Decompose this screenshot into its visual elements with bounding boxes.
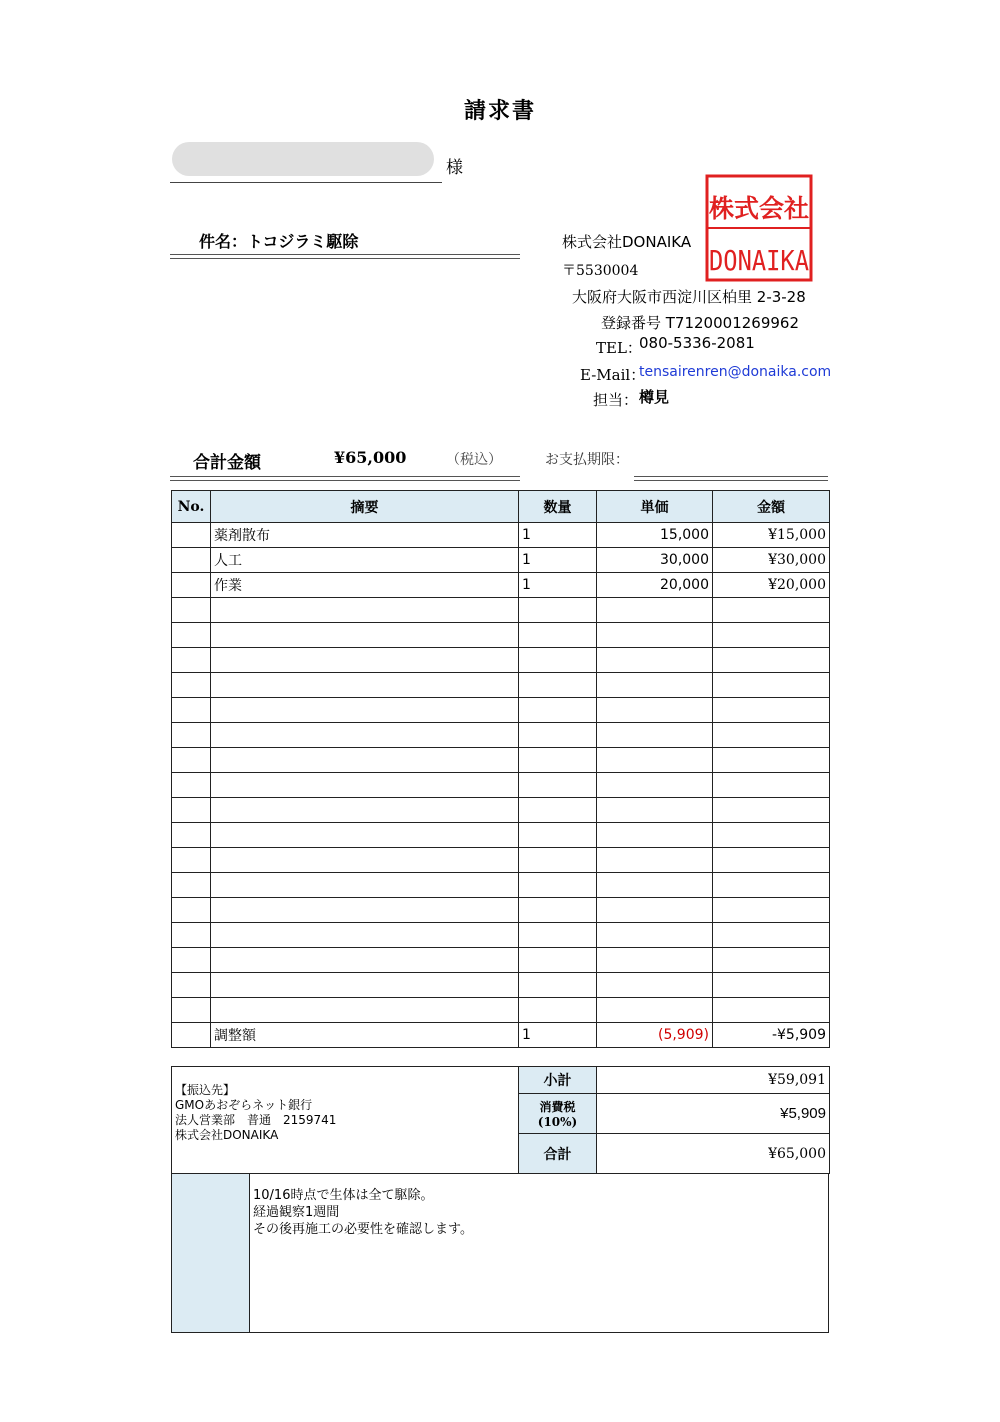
row-amount: ¥15,000 <box>713 523 830 548</box>
empty-cell <box>172 673 211 698</box>
empty-cell <box>172 623 211 648</box>
empty-table-row <box>172 673 830 698</box>
empty-cell <box>519 698 597 723</box>
empty-cell <box>172 948 211 973</box>
empty-cell <box>211 773 519 798</box>
subtotal-label: 小計 <box>519 1067 597 1094</box>
empty-cell <box>713 898 830 923</box>
empty-cell <box>172 873 211 898</box>
tax-label: 消費税(10%) <box>519 1094 597 1134</box>
empty-cell <box>713 973 830 998</box>
empty-cell <box>172 598 211 623</box>
empty-cell <box>172 973 211 998</box>
staff-value: 樽見 <box>639 388 670 406</box>
empty-table-row <box>172 748 830 773</box>
issuer-company: 株式会社DONAIKA <box>562 233 692 251</box>
tel-label: TEL： <box>596 339 642 357</box>
notes-label-cell <box>172 1174 250 1332</box>
empty-cell <box>519 973 597 998</box>
empty-cell <box>211 923 519 948</box>
empty-cell <box>519 948 597 973</box>
issuer-postal: 〒5530004 <box>562 263 639 279</box>
empty-cell <box>713 923 830 948</box>
bank-name: GMOあおぞらネット銀行 <box>175 1098 313 1112</box>
empty-table-row <box>172 798 830 823</box>
subject-underline <box>170 254 520 259</box>
empty-cell <box>597 798 713 823</box>
empty-cell <box>519 798 597 823</box>
header-unit-price: 単価 <box>597 491 713 523</box>
empty-cell <box>172 998 211 1023</box>
empty-cell <box>172 823 211 848</box>
empty-table-row <box>172 648 830 673</box>
empty-cell <box>211 598 519 623</box>
empty-cell <box>211 873 519 898</box>
empty-cell <box>713 823 830 848</box>
empty-cell <box>519 848 597 873</box>
empty-cell <box>519 748 597 773</box>
tax-value: ¥5,909 <box>597 1094 830 1134</box>
empty-table-row <box>172 873 830 898</box>
empty-cell <box>713 698 830 723</box>
empty-table-row <box>172 698 830 723</box>
subject-value: トコジラミ駆除 <box>247 232 359 251</box>
notes-text <box>253 1187 473 1238</box>
empty-cell <box>211 723 519 748</box>
empty-table-row <box>172 623 830 648</box>
row-quantity: 1 <box>519 548 597 573</box>
company-seal-stamp <box>705 174 813 282</box>
empty-cell <box>597 848 713 873</box>
empty-cell <box>211 973 519 998</box>
row-unit-price: 20,000 <box>597 573 713 598</box>
empty-cell <box>713 998 830 1023</box>
row-no <box>172 573 211 598</box>
row-unit-price: 30,000 <box>597 548 713 573</box>
empty-cell <box>211 898 519 923</box>
due-date-underline <box>634 476 828 481</box>
empty-cell <box>211 673 519 698</box>
empty-cell <box>597 948 713 973</box>
empty-cell <box>713 598 830 623</box>
bank-account: 法人営業部 普通 2159741 <box>175 1113 337 1127</box>
empty-cell <box>713 748 830 773</box>
note-line: 10/16時点で生体は全て駆除。 <box>253 1188 434 1203</box>
table-row <box>172 548 830 573</box>
tax-included-note: （税込） <box>446 452 502 468</box>
empty-cell <box>713 848 830 873</box>
row-description: 人工 <box>211 548 519 573</box>
empty-cell <box>519 673 597 698</box>
empty-cell <box>172 723 211 748</box>
empty-cell <box>597 673 713 698</box>
empty-table-row <box>172 848 830 873</box>
header-quantity: 数量 <box>519 491 597 523</box>
svg-text:株式会社: 株式会社 <box>708 194 810 223</box>
subject <box>199 229 358 252</box>
empty-cell <box>211 648 519 673</box>
due-date-label: お支払期限： <box>545 452 629 468</box>
table-row <box>172 523 830 548</box>
row-no <box>172 523 211 548</box>
row-quantity: 1 <box>519 573 597 598</box>
empty-table-row <box>172 723 830 748</box>
total-underline <box>170 476 520 481</box>
subject-label: 件名： <box>199 232 248 251</box>
empty-table-row <box>172 598 830 623</box>
empty-cell <box>211 798 519 823</box>
recipient-underline <box>170 182 442 183</box>
bank-info <box>172 1067 519 1174</box>
empty-cell <box>519 623 597 648</box>
empty-cell <box>713 798 830 823</box>
empty-cell <box>713 623 830 648</box>
subtotal-value: ¥59,091 <box>597 1067 830 1094</box>
empty-cell <box>172 773 211 798</box>
bank-heading: 【振込先】 <box>175 1083 236 1097</box>
svg-text:DONAIKA: DONAIKA <box>709 244 810 277</box>
empty-cell <box>211 948 519 973</box>
empty-cell <box>713 648 830 673</box>
empty-cell <box>597 973 713 998</box>
empty-cell <box>519 648 597 673</box>
empty-cell <box>519 923 597 948</box>
row-amount: ¥30,000 <box>713 548 830 573</box>
empty-table-row <box>172 973 830 998</box>
staff-label: 担当： <box>593 391 639 409</box>
empty-cell <box>519 998 597 1023</box>
empty-cell <box>519 873 597 898</box>
header-amount: 金額 <box>713 491 830 523</box>
recipient-name-redacted <box>172 142 434 176</box>
empty-cell <box>597 898 713 923</box>
note-line: 経過観察1週間 <box>253 1205 340 1220</box>
summary-table <box>171 1066 830 1174</box>
empty-cell <box>713 673 830 698</box>
adjustment-row <box>172 1023 830 1048</box>
empty-table-row <box>172 773 830 798</box>
row-unit-price: 15,000 <box>597 523 713 548</box>
empty-cell <box>597 648 713 673</box>
empty-cell <box>519 598 597 623</box>
total-amount-value: ¥65,000 <box>334 448 407 467</box>
adjustment-description: 調整額 <box>211 1023 519 1048</box>
row-quantity: 1 <box>519 523 597 548</box>
tel-value: 080-5336-2081 <box>639 334 755 352</box>
empty-table-row <box>172 823 830 848</box>
empty-cell <box>597 598 713 623</box>
note-line: その後再施工の必要性を確認します。 <box>253 1222 473 1237</box>
grand-total-value: ¥65,000 <box>597 1134 830 1174</box>
empty-cell <box>597 773 713 798</box>
empty-cell <box>211 748 519 773</box>
row-description: 作業 <box>211 573 519 598</box>
empty-cell <box>519 723 597 748</box>
row-description: 薬剤散布 <box>211 523 519 548</box>
notes-section <box>171 1173 829 1333</box>
header-description: 摘要 <box>211 491 519 523</box>
empty-cell <box>519 823 597 848</box>
row-amount: ¥20,000 <box>713 573 830 598</box>
empty-cell <box>597 923 713 948</box>
adjustment-unit-price: (5,909) <box>597 1023 713 1048</box>
table-header-row <box>172 491 830 523</box>
header-no: No. <box>172 491 211 523</box>
empty-cell <box>597 623 713 648</box>
empty-cell <box>597 998 713 1023</box>
email-link[interactable]: tensairenren@donaika.com <box>639 364 832 380</box>
empty-table-row <box>172 923 830 948</box>
empty-cell <box>597 823 713 848</box>
empty-cell <box>211 848 519 873</box>
empty-cell <box>172 923 211 948</box>
empty-cell <box>211 998 519 1023</box>
empty-cell <box>597 748 713 773</box>
bank-holder: 株式会社DONAIKA <box>175 1128 279 1142</box>
empty-table-row <box>172 948 830 973</box>
line-items-table <box>171 490 830 1048</box>
row-no <box>172 548 211 573</box>
empty-cell <box>211 623 519 648</box>
empty-cell <box>713 723 830 748</box>
empty-cell <box>597 698 713 723</box>
empty-cell <box>519 898 597 923</box>
document-title: 請求書 <box>463 99 536 124</box>
empty-cell <box>519 773 597 798</box>
grand-total-label: 合計 <box>519 1134 597 1174</box>
adjustment-quantity: 1 <box>519 1023 597 1048</box>
total-amount-label: 合計金額 <box>193 453 261 473</box>
recipient-suffix: 様 <box>446 158 463 178</box>
empty-cell <box>172 648 211 673</box>
empty-table-row <box>172 998 830 1023</box>
issuer-address: 大阪府大阪市西淀川区柏里 2-3-28 <box>572 288 806 306</box>
empty-cell <box>713 948 830 973</box>
empty-table-row <box>172 898 830 923</box>
empty-cell <box>172 848 211 873</box>
empty-cell <box>211 823 519 848</box>
row-no <box>172 1023 211 1048</box>
issuer-registration: 登録番号 T7120001269962 <box>601 314 799 332</box>
empty-cell <box>713 773 830 798</box>
empty-cell <box>172 748 211 773</box>
empty-cell <box>597 723 713 748</box>
empty-cell <box>172 898 211 923</box>
email-label: E-Mail： <box>580 366 646 384</box>
table-row <box>172 573 830 598</box>
empty-cell <box>597 873 713 898</box>
empty-cell <box>172 798 211 823</box>
empty-cell <box>211 698 519 723</box>
adjustment-amount: -¥5,909 <box>713 1023 830 1048</box>
empty-cell <box>172 698 211 723</box>
empty-cell <box>713 873 830 898</box>
